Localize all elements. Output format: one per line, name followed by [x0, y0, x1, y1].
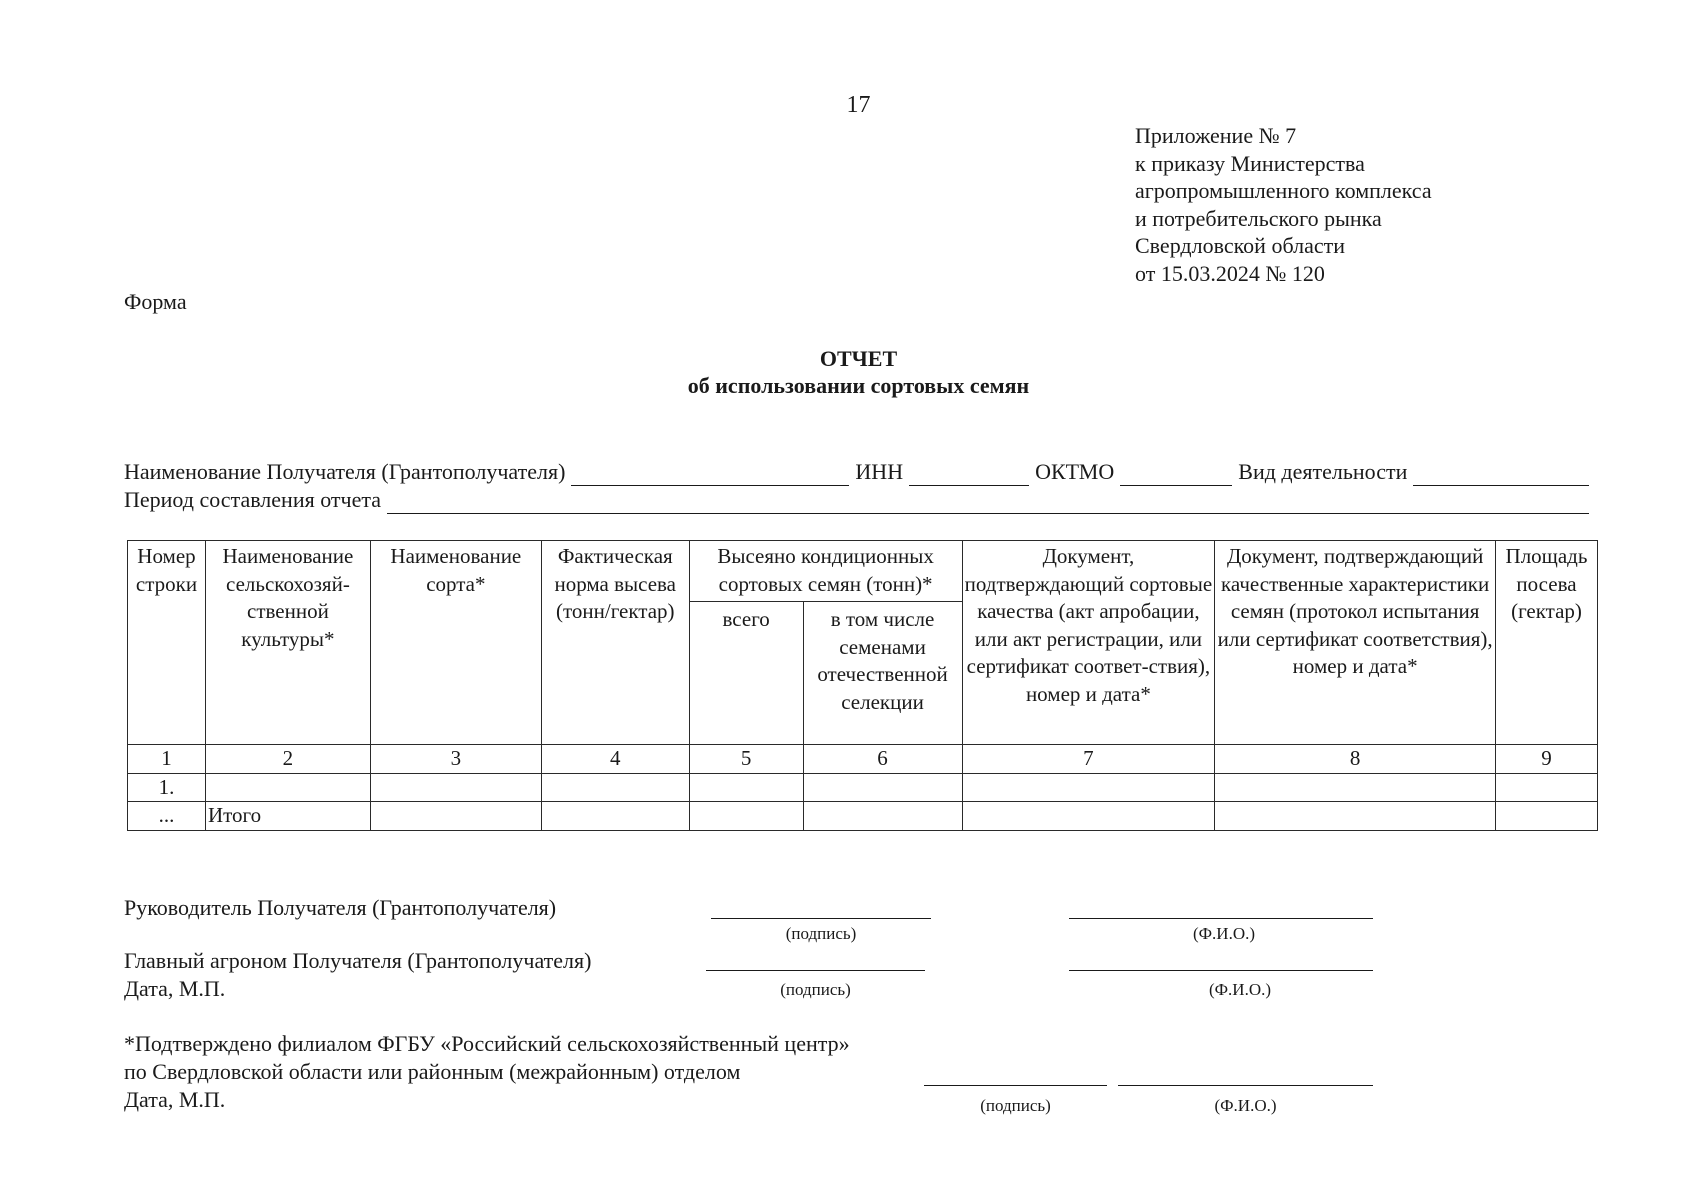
name-caption: (Ф.И.О.): [1214, 1096, 1277, 1115]
footnote-signature-line[interactable]: [924, 1085, 1107, 1086]
table-cell[interactable]: [541, 802, 689, 831]
table-cell[interactable]: [205, 773, 370, 802]
head-label: Руководитель Получателя (Грантополучателя): [124, 895, 557, 920]
form-label: Форма: [124, 289, 187, 314]
header-area: Площадь посева (гектар): [1495, 541, 1597, 745]
inn-label: ИНН: [855, 459, 904, 484]
table-cell[interactable]: [1215, 773, 1496, 802]
period-blank[interactable]: [387, 493, 1589, 514]
signature-caption: (подпись): [780, 980, 851, 999]
name-caption: (Ф.И.О.): [1192, 924, 1256, 943]
footnote-line: по Свердловской области или районным (межрайонным) отделом: [124, 1059, 741, 1084]
header-seeding-rate: Фактическая норма высева (тонн/гектар): [541, 541, 689, 745]
table-cell[interactable]: [803, 773, 962, 802]
column-number: 1: [128, 745, 206, 774]
table-cell[interactable]: [689, 802, 803, 831]
table-cell[interactable]: 1.: [128, 773, 206, 802]
appendix-line: к приказу Министерства: [1135, 150, 1365, 176]
column-number: 2: [205, 745, 370, 774]
table-cell[interactable]: [1215, 802, 1496, 831]
recipient-blank[interactable]: [571, 465, 849, 486]
column-number: 8: [1215, 745, 1496, 774]
head-signature-line[interactable]: [711, 918, 931, 919]
table-cell[interactable]: [1495, 773, 1597, 802]
period-field-line: [124, 486, 1589, 514]
column-number: 3: [370, 745, 541, 774]
header-row: [128, 541, 1598, 602]
appendix-line: и потребительского рынка: [1135, 205, 1382, 231]
document-title: [0, 345, 1697, 399]
footnote-name-line[interactable]: [1118, 1085, 1373, 1086]
report-table: [127, 540, 1598, 831]
column-number: 6: [803, 745, 962, 774]
subtitle: об использовании сортовых семян: [687, 373, 1030, 398]
activity-label: Вид деятельности: [1238, 459, 1408, 484]
table-cell[interactable]: [541, 773, 689, 802]
footnote-block: [124, 1030, 850, 1114]
table-cell[interactable]: [962, 773, 1215, 802]
column-number: 9: [1495, 745, 1597, 774]
column-number-row: [128, 745, 1598, 774]
footnote-date-label: Дата, М.П.: [124, 1087, 226, 1112]
header-characteristics-doc: Документ, подтверждающий качественные характеристики семян (протокол испытания или сертификат соответствия), номер и дата*: [1215, 541, 1496, 745]
total-label-cell[interactable]: Итого: [205, 802, 370, 831]
column-number: 4: [541, 745, 689, 774]
header-crop-name: Наименование сельскохозяй-ственной культуры*: [205, 541, 370, 745]
table-cell[interactable]: [370, 802, 541, 831]
table-row-total: [128, 802, 1598, 831]
appendix-line: агропромышленного комплекса: [1135, 178, 1432, 203]
period-label: Период составления отчета: [124, 487, 382, 512]
date-label: Дата, М.П.: [124, 976, 226, 1001]
title: ОТЧЕТ: [819, 346, 898, 371]
oktmo-label: ОКТМО: [1035, 459, 1115, 484]
header-row-number: Номер строки: [128, 541, 206, 745]
table-row: [128, 773, 1598, 802]
head-name-line[interactable]: [1069, 918, 1373, 919]
table-cell[interactable]: [803, 802, 962, 831]
appendix-block: [1135, 122, 1432, 287]
oktmo-blank[interactable]: [1120, 465, 1232, 486]
table-cell[interactable]: [689, 773, 803, 802]
appendix-line: Приложение № 7: [1135, 123, 1297, 148]
activity-blank[interactable]: [1413, 465, 1589, 486]
table-cell[interactable]: ...: [128, 802, 206, 831]
header-quality-doc: Документ, подтверждающий сортовые качества (акт апробации, или акт регистрации, или сертификат соответ-ствия), номер и дата*: [962, 541, 1215, 745]
header-sown-domestic: в том числе семенами отечественной селекции: [803, 602, 962, 745]
appendix-line: от 15.03.2024 № 120: [1135, 260, 1325, 286]
column-number: 7: [962, 745, 1215, 774]
table-cell[interactable]: [1495, 802, 1597, 831]
header-variety-name: Наименование сорта*: [370, 541, 541, 745]
recipient-fields-line: [124, 458, 1589, 486]
signature-caption: (подпись): [785, 924, 857, 943]
agronomist-signature-line[interactable]: [706, 970, 925, 971]
recipient-label: Наименование Получателя (Грантополучателя): [124, 459, 566, 484]
agronomist-name-line[interactable]: [1069, 970, 1373, 971]
footnote-line: *Подтверждено филиалом ФГБУ «Российский сельскохозяйственный центр»: [124, 1031, 850, 1056]
header-sown-total: всего: [689, 602, 803, 745]
appendix-line: Свердловской области: [1135, 233, 1345, 258]
name-caption: (Ф.И.О.): [1208, 980, 1272, 999]
agronomist-label: Главный агроном Получателя (Грантополучателя): [124, 948, 592, 973]
table-cell[interactable]: [370, 773, 541, 802]
signature-caption: (подпись): [980, 1096, 1051, 1115]
page-number: 17: [846, 92, 871, 118]
inn-blank[interactable]: [909, 465, 1029, 486]
header-sown-group: Высеяно кондиционных сортовых семян (тонн)*: [689, 541, 962, 602]
column-number: 5: [689, 745, 803, 774]
table-cell[interactable]: [962, 802, 1215, 831]
